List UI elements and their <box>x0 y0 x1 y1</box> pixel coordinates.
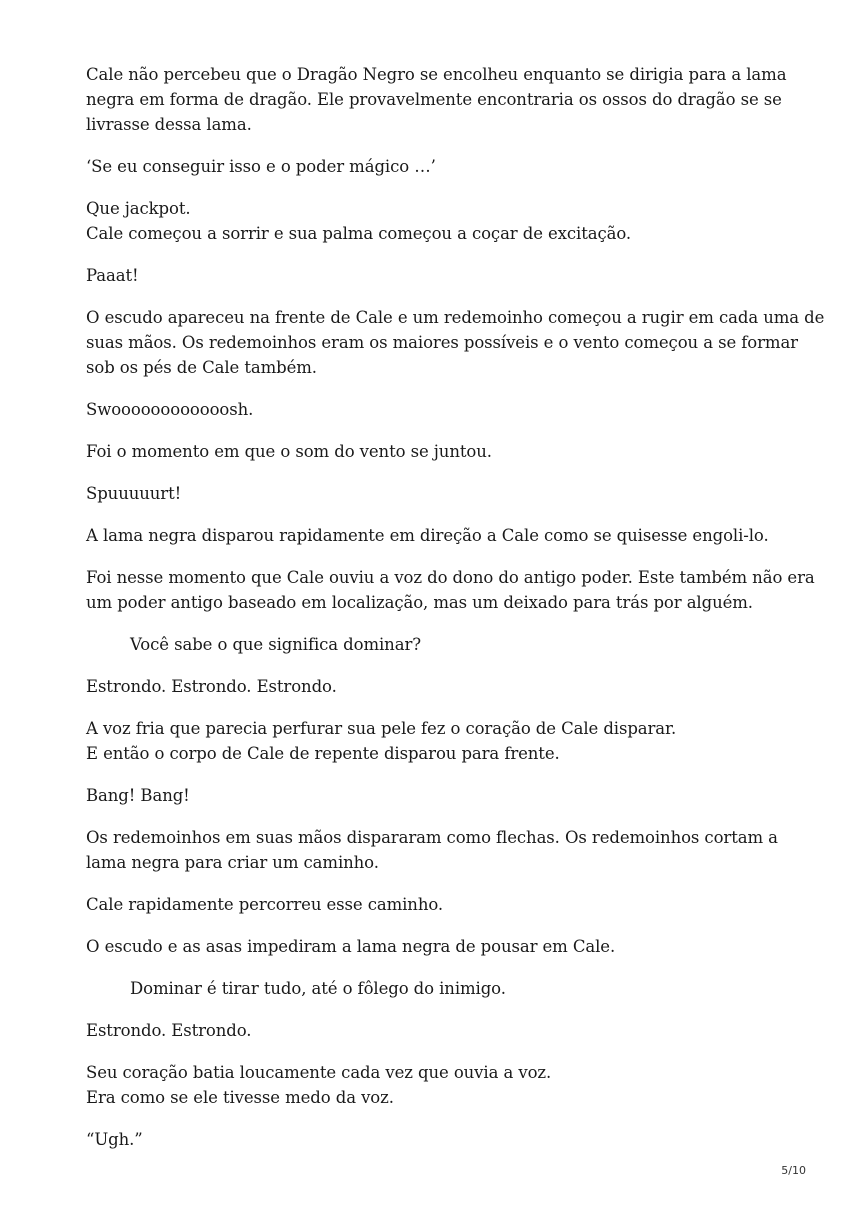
text-line: Foi nesse momento que Cale ouviu a voz do dono do antigo poder. Este também não era <box>86 568 815 587</box>
paragraph <box>86 1018 786 1043</box>
paragraph <box>86 934 786 959</box>
text-line: Foi o momento em que o som do vento se juntou. <box>86 442 492 461</box>
text-line: Paaat! <box>86 266 139 285</box>
text-line: negra em forma de dragão. Ele provavelmente encontraria os ossos do dragão se se <box>86 90 782 109</box>
text-line: Cale não percebeu que o Dragão Negro se encolheu enquanto se dirigia para a lama <box>86 65 787 84</box>
text-line: Estrondo. Estrondo. Estrondo. <box>86 677 337 696</box>
text-line: livrasse dessa lama. <box>86 115 252 134</box>
paragraph <box>86 825 786 875</box>
paragraph <box>86 62 786 137</box>
paragraph <box>86 196 786 246</box>
text-line: Os redemoinhos em suas mãos dispararam como flechas. Os redemoinhos cortam a <box>86 828 778 847</box>
text-line: suas mãos. Os redemoinhos eram os maiores possíveis e o vento começou a se formar <box>86 333 798 352</box>
paragraph <box>86 523 786 548</box>
text-line: sob os pés de Cale também. <box>86 358 317 377</box>
text-line: Dominar é tirar tudo, até o fôlego do inimigo. <box>130 979 506 998</box>
text-line: O escudo apareceu na frente de Cale e um redemoinho começou a rugir em cada uma de <box>86 308 825 327</box>
paragraph <box>86 481 786 506</box>
paragraph <box>86 976 786 1001</box>
paragraph <box>86 674 786 699</box>
text-line: A lama negra disparou rapidamente em direção a Cale como se quisesse engoli-lo. <box>86 526 769 545</box>
text-line: A voz fria que parecia perfurar sua pele fez o coração de Cale disparar. <box>86 719 677 738</box>
text-line: um poder antigo baseado em localização, mas um deixado para trás por alguém. <box>86 593 753 612</box>
text-line: “Ugh.” <box>86 1130 143 1149</box>
paragraph <box>86 716 786 766</box>
paragraph <box>86 632 786 657</box>
paragraph <box>86 1060 786 1110</box>
text-line: ‘Se eu conseguir isso e o poder mágico …’ <box>86 157 436 176</box>
paragraph <box>86 397 786 422</box>
text-line: E então o corpo de Cale de repente disparou para frente. <box>86 744 560 763</box>
text-line: Você sabe o que significa dominar? <box>130 635 421 654</box>
text-line: Estrondo. Estrondo. <box>86 1021 252 1040</box>
text-line: O escudo e as asas impediram a lama negra de pousar em Cale. <box>86 937 616 956</box>
text-line: Cale rapidamente percorreu esse caminho. <box>86 895 444 914</box>
document-body <box>86 62 825 1169</box>
text-line: Bang! Bang! <box>86 786 190 805</box>
paragraph <box>86 892 786 917</box>
text-line: Era como se ele tivesse medo da voz. <box>86 1088 394 1107</box>
text-line: Seu coração batia loucamente cada vez que ouvia a voz. <box>86 1063 552 1082</box>
text-line: Spuuuuurt! <box>86 484 182 503</box>
paragraph <box>86 783 786 808</box>
text-line: Que jackpot. <box>86 199 191 218</box>
text-line: lama negra para criar um caminho. <box>86 853 379 872</box>
page-number: 5/10 <box>781 1164 806 1177</box>
paragraph <box>86 154 786 179</box>
paragraph <box>86 565 815 615</box>
text-line: Cale começou a sorrir e sua palma começou a coçar de excitação. <box>86 224 632 243</box>
paragraph <box>86 1127 786 1152</box>
paragraph <box>86 263 786 288</box>
text-line: Swoooooooooooosh. <box>86 400 254 419</box>
paragraph <box>86 305 825 380</box>
paragraph <box>86 439 786 464</box>
